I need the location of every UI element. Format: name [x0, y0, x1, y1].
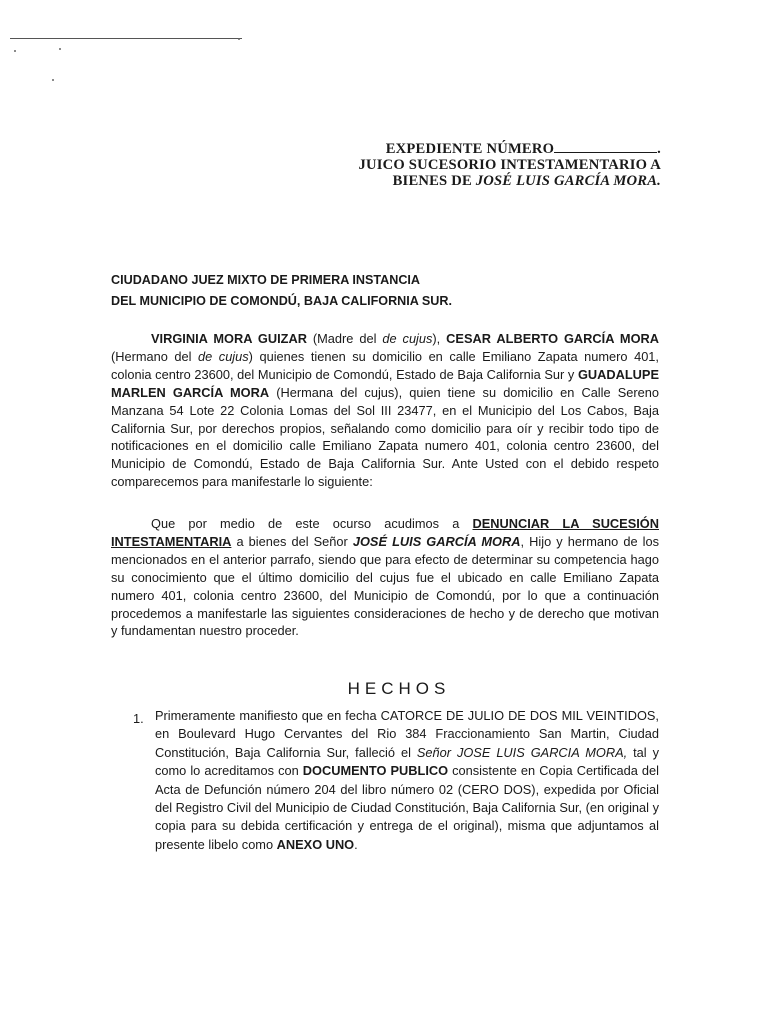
- scan-speck: [59, 48, 61, 50]
- addressee-line-1: CIUDADANO JUEZ MIXTO DE PRIMERA INSTANCIA: [111, 273, 421, 287]
- petitioner-name: GUADALUPE MARLEN GARCÍA MORA: [111, 366, 659, 400]
- decedent-name: JOSÉ LUIS GARCÍA MORA.: [475, 173, 661, 189]
- scan-speck: [14, 50, 16, 52]
- section-title-hechos: HECHOS: [347, 679, 451, 698]
- fact-item-1: Primeramente manifiesto que en fecha CATORCE DE JULIO DE DOS MIL VEINTIDOS, en Boulevard Hugo Cervantes del Rio 384 Fraccionamiento San Martin, Ciudad Constitución, Baja California Sur, falleció el Señor JOSE LUIS GARCIA MORA, tal y como lo acreditamos con DOCUMENTO PUBLICO consistente en Copia Certificada del Acta de Defunción número 204 del libro número 02 (CERO DOS), expedida por Oficial del Registro Civil del Municipio de Ciudad Constitución, Baja California Sur, (en original y copia para su debida certificación y entrega de el original), misma que adjuntamos al presente libelo como ANEXO UNO.: [155, 708, 659, 852]
- scan-speck: [52, 79, 54, 81]
- case-caption: [359, 140, 661, 189]
- case-type-line: JUICO SUCESORIO INTESTAMENTARIO A: [358, 157, 661, 173]
- petition-paragraph: Que por medio de este ocurso acudimos a DENUNCIAR LA SUCESIÓN INTESTAMENTARIA a bienes del Señor JOSÉ LUIS GARCÍA MORA, Hijo y hermano de los mencionados en el anterior parrafo, siendo que para efecto de determinar su competencia hago su conocimiento que el último domicilio del cujus fue el ubicado en calle Emiliano Zapata numero 401, colonia centro 23600, del Municipio de Comondú, por lo que a continuación procedemos a manifestarle las siguientes consideraciones de hecho y de derecho que motivan y fundamentan nuestro proceder.: [111, 516, 660, 639]
- decedent-name: Señor JOSE LUIS GARCIA MORA,: [416, 744, 628, 760]
- case-number-blank: [554, 140, 657, 153]
- fact-number: 1.: [133, 711, 144, 726]
- case-estate-line: BIENES DE JOSÉ LUIS GARCÍA MORA.: [392, 173, 661, 189]
- addressee-line-2: DEL MUNICIPIO DE COMONDÚ, BAJA CALIFORNIA SUR.: [111, 294, 452, 308]
- document-type: DOCUMENTO PUBLICO: [302, 763, 449, 779]
- petitioner-name: CESAR ALBERTO GARCÍA MORA: [446, 331, 660, 346]
- scan-top-rule: [10, 38, 242, 39]
- annex-label: ANEXO UNO: [276, 836, 355, 852]
- scan-speck: [238, 38, 240, 40]
- case-number-label: EXPEDIENTE NÚMERO: [385, 141, 555, 157]
- case-number-line: EXPEDIENTE NÚMERO .: [385, 141, 661, 157]
- petitioners-paragraph: VIRGINIA MORA GUIZAR (Madre del de cujus), CESAR ALBERTO GARCÍA MORA (Hermano del de cujus) quienes tienen su domicilio en calle Emiliano Zapata numero 401, colonia centro 23600, del Municipio de Comondú, Estado de Baja California Sur y GUADALUPE MARLEN GARCÍA MORA (Hermana del cujus), quien tiene su domicilio en Calle Sereno Manzana 54 Lote 22 Colonia Lomas del Sol III 23477, en el Municipio del Los Cabos, Baja California Sur, por derechos propios, señalando como domicilio para oír y recibir todo tipo de notificaciones en el domicilio calle Emiliano Zapata numero 401, colonia centro 23600, del Municipio de Comondú, Estado de Baja California Sur. Ante Usted con el debido respeto comparecemos para manifestarle lo siguiente:: [111, 331, 660, 490]
- petition-subject: DENUNCIAR LA SUCESIÓN INTESTAMENTARIA: [111, 516, 659, 549]
- petitioner-name: VIRGINIA MORA GUIZAR: [151, 331, 307, 346]
- addressee-block: [111, 270, 452, 312]
- decedent-name: JOSÉ LUIS GARCÍA MORA: [352, 533, 521, 549]
